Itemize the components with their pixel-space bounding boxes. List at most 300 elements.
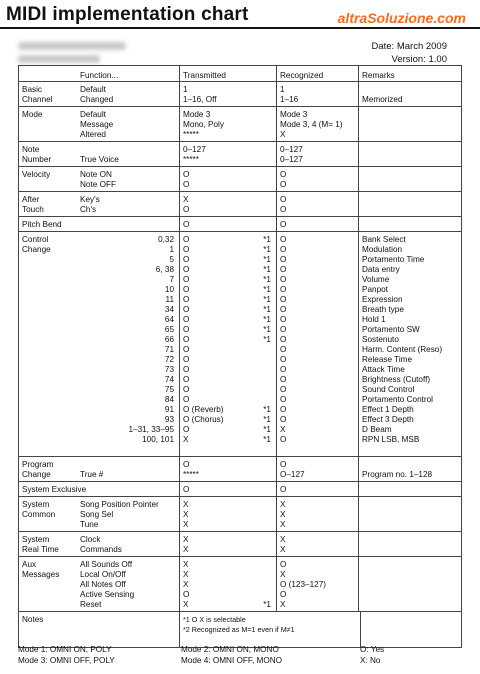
transmitted-text: X [183,500,189,509]
remark-text: Sound Control [362,385,415,394]
transmitted-text: O [183,265,190,274]
transmitted-value [183,460,273,470]
remark-text: Portamento Control [362,395,433,404]
transmitted-value [183,275,273,285]
cc-number: 73 [164,365,174,374]
transmitted-value [183,570,273,580]
footer-col-3 [360,644,384,666]
transmitted-text: O (Reverb) [183,405,224,414]
category-label: System [22,500,50,509]
category-label: Change [22,245,51,254]
transmitted-value [183,500,273,510]
function-label: True Voice [80,155,119,164]
category-label: Real Time [22,545,59,554]
transmitted-text: Mono, Poly [183,120,224,129]
recognized-value: X [280,510,286,519]
category-label: Channel [22,95,53,104]
cc-number: 11 [165,295,174,304]
transmitted-cell [179,217,276,231]
transmitted-text: O [183,235,190,244]
footnote-marker: *1 [263,305,271,314]
cc-number: 66 [164,335,174,344]
remarks-cell [358,557,463,611]
table-row-velocity [18,167,462,192]
remarks-cell [358,232,463,456]
recognized-value: O [280,405,287,414]
cc-number: 71 [164,345,174,354]
remark-text [362,485,460,495]
date-version [371,40,447,66]
transmitted-text: X [183,600,189,609]
transmitted-cell [179,232,276,456]
recognized-value: O [280,485,287,494]
category-cell [19,107,77,141]
transmitted-text: O [183,345,190,354]
transmitted-value [183,245,273,255]
recognized-value: Mode 3, 4 (M= 1) [280,120,343,129]
mode1-label: Mode 1: OMNI ON, POLY [18,645,112,654]
transmitted-cell [179,557,276,611]
note-line: *2 Recognized as M=1 even if M≠1 [183,625,295,634]
table-row-pitchbend [18,217,462,232]
table-row-aux [18,557,462,612]
table-row-program [18,457,462,482]
recognized-cell [276,232,358,456]
category-label: Messages [22,570,60,579]
brand-logo[interactable]: altraSoluzione.com [337,10,466,26]
category-label: System Exclusive [22,485,87,494]
transmitted-text: Mode 3 [183,110,211,119]
recognized-value: O [280,460,287,469]
cc-number: 91 [164,405,174,414]
remarks-cell [358,192,463,216]
remark-text: Breath type [362,305,404,314]
recognized-value: O [280,365,287,374]
recognized-value: O [280,590,287,599]
transmitted-value [183,485,273,495]
remark-text: Memorized [362,95,403,104]
mode2-label: Mode 2: OMNI ON, MONO [181,645,279,654]
category-cell [19,482,87,496]
transmitted-text: O (Chorus) [183,415,224,424]
transmitted-value [183,345,273,355]
category-label: Change [22,470,51,479]
recognized-value: O [280,355,287,364]
header-blank [19,66,77,81]
remarks-cell [358,167,463,191]
transmitted-text: X [183,435,189,444]
category-label: After [22,195,40,204]
remarks-cell [358,82,463,106]
recognized-value: X [280,425,286,434]
cc-number: 6, 38 [155,265,174,274]
function-label: All Notes Off [80,580,126,589]
remark-text: Sostenuto [362,335,399,344]
recognized-value: O [280,275,287,284]
recognized-value: O [280,560,287,569]
recognized-value: O [280,295,287,304]
transmitted-value [183,415,273,425]
remark-text [362,220,460,230]
remark-text: Expression [362,295,403,304]
transmitted-text: O [183,365,190,374]
transmitted-text: X [183,520,189,529]
category-cell [19,82,77,106]
date-label: Date: March 2009 [371,41,447,52]
recognized-value: X [280,520,286,529]
transmitted-value [183,285,273,295]
transmitted-value [183,155,273,165]
transmitted-text: O [183,460,190,469]
remark-text: Hold 1 [362,315,386,324]
transmitted-value [183,315,273,325]
remark-text: Brightness (Cutoff) [362,375,431,384]
remark-text [362,170,460,180]
recognized-value: O [280,235,287,244]
transmitted-text: X [183,570,189,579]
function-label [80,145,174,155]
cc-number: 64 [164,315,174,324]
remark-text: Effect 1 Depth [362,405,414,414]
transmitted-text: O [183,275,190,284]
transmitted-value [183,375,273,385]
function-label: Commands [80,545,122,554]
remarks-cell [358,217,463,231]
function-cell [77,457,177,481]
title-rule [0,27,480,29]
recognized-value: X [280,535,286,544]
transmitted-text: O [183,335,190,344]
recognized-cell [276,482,358,496]
function-label [80,485,174,495]
category-label: Touch [22,205,44,214]
remark-text: Attack Time [362,365,405,374]
recognized-value: O [280,220,287,229]
remark-text: Harm. Content (Reso) [362,345,443,354]
transmitted-value [183,130,273,140]
remark-text: Portamento Time [362,255,425,264]
category-label: Mode [22,110,43,119]
transmitted-value [183,305,273,315]
recognized-value: O [280,375,287,384]
recognized-value: O [280,180,287,189]
function-cell [77,557,177,611]
function-cell [77,167,177,191]
category-cell [19,557,77,611]
redacted-line [18,55,100,63]
page-title: MIDI implementation chart [6,4,249,25]
transmitted-value [183,145,273,155]
function-label: Default [80,85,106,94]
function-label: Altered [80,130,106,139]
transmitted-text: O [183,315,190,324]
function-label: Note ON [80,170,112,179]
transmitted-cell [179,482,276,496]
transmitted-text: O [183,285,190,294]
transmitted-value [183,235,273,245]
recognized-value: O [280,415,287,424]
function-label: Local On/Off [80,570,126,579]
recognized-value: O (123–127) [280,580,326,589]
transmitted-value [183,435,273,445]
footnote-marker: *1 [263,415,271,424]
remarks-cell [358,457,463,481]
title-bar [0,0,480,28]
transmitted-value [183,355,273,365]
function-label: True # [80,470,104,479]
category-cell [19,142,77,166]
version-label: Version: 1.00 [391,54,447,65]
footnote-marker: *1 [263,295,271,304]
transmitted-text: X [183,545,189,554]
function-label: Changed [80,95,114,104]
category-cell [19,192,77,216]
remark-text [362,195,460,205]
remark-text [362,85,460,95]
col-header-function: Function... [80,71,119,80]
remarks-cell [358,107,463,141]
recognized-value: X [280,130,286,139]
function-label [80,460,174,470]
function-label [80,220,174,230]
transmitted-cell [179,142,276,166]
recognized-value: O [280,335,287,344]
transmitted-text: 0–127 [183,145,206,154]
transmitted-text: O [183,325,190,334]
category-label: Basic [22,85,43,94]
function-label: Clock [80,535,101,544]
transmitted-text: O [183,485,190,494]
recognized-value: O [280,285,287,294]
footnote-marker: *1 [263,275,271,284]
table-row-aftertouch [18,192,462,217]
cc-number: 34 [164,305,174,314]
category-label: Number [22,155,52,164]
remark-text: Data entry [362,265,400,274]
transmitted-text: O [183,305,190,314]
remark-text: D Beam [362,425,392,434]
function-cell [77,217,177,231]
recognized-value: O [280,435,287,444]
footnote-marker: *1 [263,600,271,609]
recognized-value: O [280,195,287,204]
cc-number: 1 [169,245,174,254]
transmitted-value [183,600,273,610]
remark-text [362,110,460,120]
transmitted-text: O [183,425,190,434]
table-row-syscommon [18,497,462,532]
table-row-sysex [18,482,462,497]
transmitted-text: 1 [183,85,188,94]
transmitted-text: O [183,255,190,264]
col-header-transmitted: Transmitted [179,66,276,81]
transmitted-value [183,535,273,545]
recognized-cell [276,142,358,166]
transmitted-value [183,180,273,190]
function-label: Reset [80,600,102,609]
remark-text [362,535,460,545]
function-label: All Sounds Off [80,560,133,569]
footnote-marker: *1 [263,285,271,294]
function-cell [77,497,177,531]
function-cell [77,142,177,166]
transmitted-value [183,385,273,395]
remark-text: Portamento SW [362,325,420,334]
recognized-value: O [280,265,287,274]
function-label: Active Sensing [80,590,135,599]
footnote-marker: *1 [263,255,271,264]
transmitted-value [183,195,273,205]
remarks-cell [358,142,463,166]
footnote-marker: *1 [263,235,271,244]
transmitted-text: O [183,245,190,254]
transmitted-value [183,220,273,230]
category-label: Control [22,235,49,244]
category-cell [19,167,77,191]
transmitted-text: O [183,395,190,404]
recognized-value: 0–127 [280,145,303,154]
footnote-marker: *1 [263,265,271,274]
category-cell [19,232,77,456]
recognized-cell [276,557,358,611]
recognized-value: O [280,170,287,179]
recognized-cell [276,192,358,216]
table-row-note [18,142,462,167]
function-cell [77,532,177,556]
remark-text: Effect 3 Depth [362,415,414,424]
transmitted-cell [179,192,276,216]
remark-text [362,500,460,510]
transmitted-value [183,560,273,570]
recognized-value: O [280,385,287,394]
table-row-control-change [18,232,462,457]
table-row-mode [18,107,462,142]
transmitted-text: X [183,560,189,569]
transmitted-text: X [183,535,189,544]
transmitted-text: ***** [183,130,199,139]
footer-col-1 [18,644,115,666]
notes-text [179,612,361,647]
transmitted-text: O [183,385,190,394]
recognized-value: X [280,500,286,509]
footnote-marker: *1 [263,405,271,414]
transmitted-text: O [183,375,190,384]
footnote-marker: *1 [263,245,271,254]
category-label: Pitch Bend [22,220,62,229]
footnote-marker: *1 [263,315,271,324]
transmitted-text: O [183,590,190,599]
recognized-cell [276,497,358,531]
cc-number: 10 [164,285,174,294]
mode4-label: Mode 4: OMNI OFF, MONO [181,656,282,665]
function-cell [77,82,177,106]
col-header-remarks: Remarks [358,66,463,81]
transmitted-value [183,335,273,345]
col-header-recognized: Recognized [276,66,358,81]
cc-number-cell [77,232,177,456]
function-label: Song Position Pointer [80,500,159,509]
transmitted-value [183,265,273,275]
footnote-marker: *1 [263,335,271,344]
transmitted-cell [179,532,276,556]
category-label: System [22,535,50,544]
transmitted-value [183,205,273,215]
remarks-cell [358,482,463,496]
recognized-cell [276,167,358,191]
redacted-line [18,42,126,50]
transmitted-text: O [183,355,190,364]
transmitted-cell [179,497,276,531]
transmitted-value [183,110,273,120]
recognized-cell [276,532,358,556]
transmitted-text: 1–16, Off [183,95,217,104]
function-label: Note OFF [80,180,116,189]
footer-col-2 [181,644,282,666]
cc-number: 7 [169,275,174,284]
category-label: Common [22,510,56,519]
recognized-value: 1–16 [280,95,299,104]
cc-number: 84 [164,395,174,404]
transmitted-cell [179,167,276,191]
transmitted-value [183,580,273,590]
transmitted-value [183,425,273,435]
cc-number: 75 [164,385,174,394]
recognized-value: O [280,395,287,404]
recognized-value: X [280,570,286,579]
category-label: Note [22,145,40,154]
recognized-value: O [280,315,287,324]
remarks-cell [358,532,463,556]
transmitted-cell [179,107,276,141]
category-label: Velocity [22,170,51,179]
transmitted-text: O [183,295,190,304]
recognized-value: 0–127 [280,155,303,164]
transmitted-text: O [183,220,190,229]
legend-yes: O: Yes [360,645,385,654]
recognized-value: O [280,245,287,254]
remark-text: RPN LSB, MSB [362,435,420,444]
transmitted-value [183,365,273,375]
recognized-value: O [280,255,287,264]
remark-text [362,145,460,155]
notes-row [18,612,462,648]
remark-text: Release Time [362,355,413,364]
cc-number: 0,32 [158,235,174,244]
transmitted-value [183,590,273,600]
transmitted-text: X [183,580,189,589]
recognized-value: X [280,600,286,609]
remark-text: Volume [362,275,390,284]
transmitted-text: X [183,195,189,204]
recognized-value: X [280,545,286,554]
remark-text: Panpot [362,285,388,294]
recognized-value: Mode 3 [280,110,308,119]
remark-text [362,460,460,470]
transmitted-text: O [183,170,190,179]
transmitted-value [183,405,273,415]
recognized-value: O–127 [280,470,305,479]
footnote-marker: *1 [263,425,271,434]
recognized-value: O [280,325,287,334]
mode3-label: Mode 3: OMNI OFF, POLY [18,656,115,665]
midi-chart-table [18,65,462,648]
function-cell [77,482,177,496]
remark-text: Program no. 1–128 [362,470,433,479]
function-label: Message [80,120,114,129]
table-header-row [18,65,462,82]
cc-number: 5 [169,255,174,264]
cc-number: 93 [164,415,174,424]
